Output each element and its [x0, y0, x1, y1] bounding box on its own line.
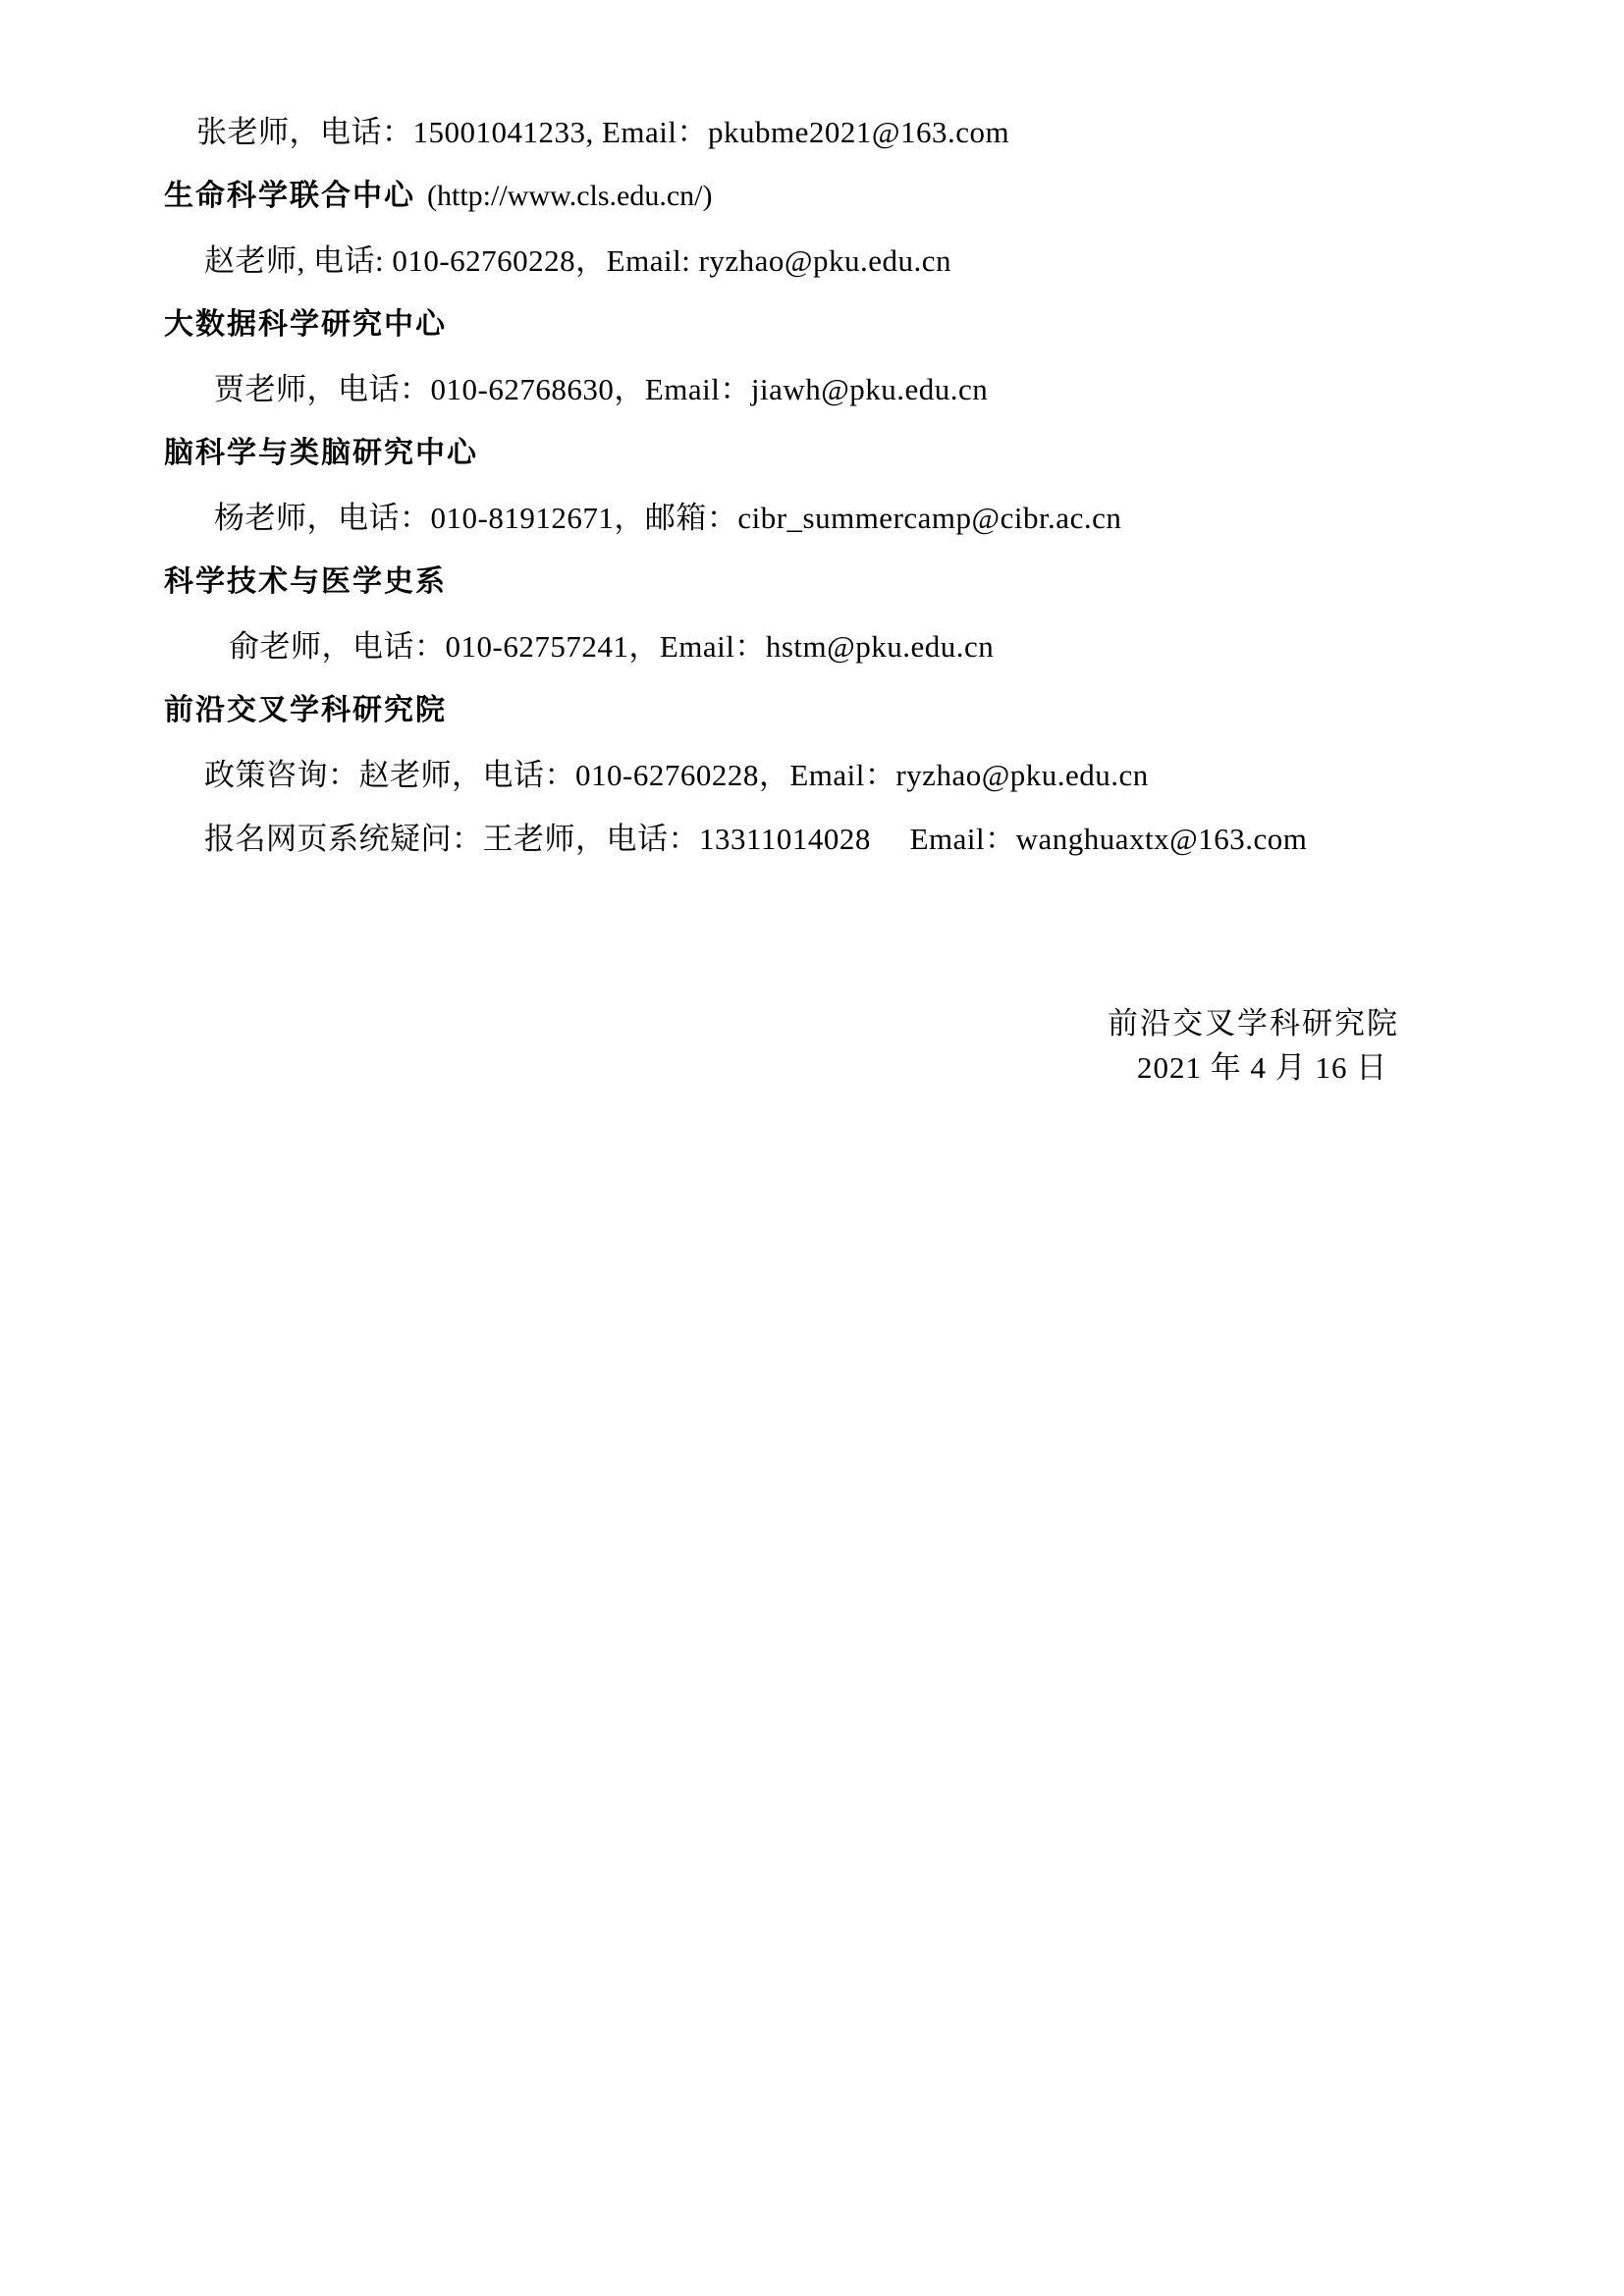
section-heading-hstm: 科学技术与医学史系 [164, 564, 447, 599]
section-heading-cls [164, 177, 713, 216]
contact-line-registration: 报名网页系统疑问：王老师，电话：13311014028 Email：wanghuaxtx@163.com [204, 822, 1308, 856]
contact-line-yu: 俞老师，电话：010-62757241，Email：hstm@pku.edu.cn [229, 629, 995, 664]
contact-line-zhao-cls: 赵老师, 电话: 010-62760228，Email: ryzhao@pku.edu.cn [204, 243, 951, 278]
contact-line-jia: 贾老师，电话：010-62768630，Email：jiawh@pku.edu.cn [214, 372, 989, 406]
section-heading-bigdata: 大数据科学研究中心 [164, 307, 447, 342]
section-heading-cls-title: 生命科学联合中心 [164, 179, 415, 213]
signature-organization: 前沿交叉学科研究院 [1108, 1006, 1399, 1041]
signature-date: 2021 年 4 月 16 日 [1137, 1050, 1388, 1085]
section-heading-cls-url: (http://www.cls.edu.cn/) [427, 180, 713, 212]
section-heading-aais: 前沿交叉学科研究院 [164, 693, 447, 727]
contact-line-yang: 杨老师，电话：010-81912671，邮箱：cibr_summercamp@cibr.ac.cn [214, 501, 1122, 535]
section-heading-brain: 脑科学与类脑研究中心 [164, 436, 478, 470]
contact-line-zhang: 张老师，电话：15001041233, Email：pkubme2021@163.com [196, 115, 1010, 149]
contact-line-policy: 政策咨询：赵老师，电话：010-62760228，Email：ryzhao@pku.edu.cn [204, 758, 1149, 792]
